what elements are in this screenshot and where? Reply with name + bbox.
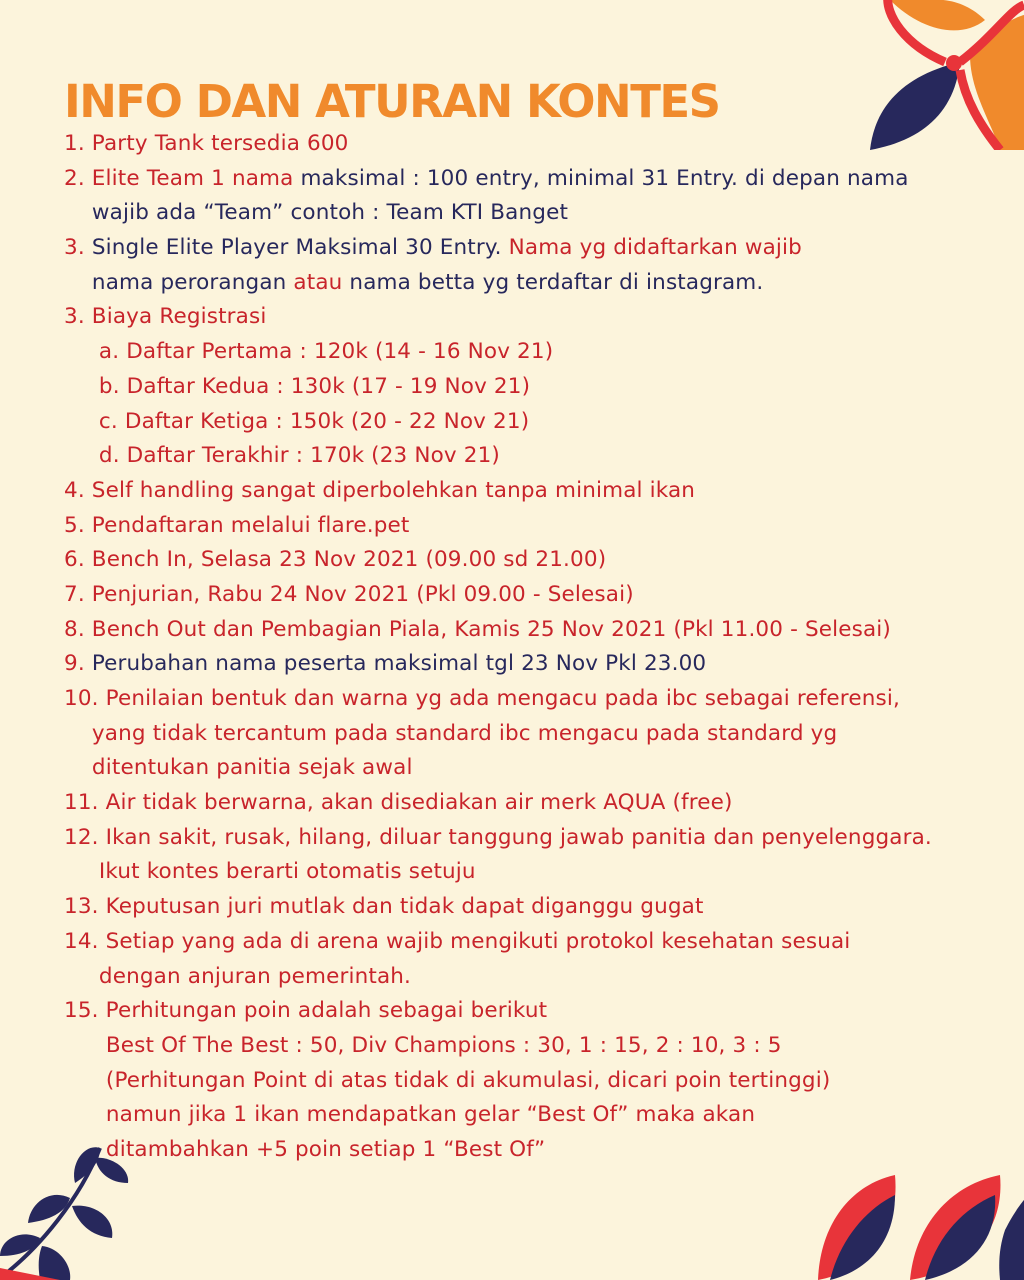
rule-text-segment: 4. Self handling sangat diperbolehkan tanpa minimal ikan	[64, 477, 696, 503]
rule-line	[64, 127, 1019, 162]
rule-text-segment: a. Daftar Pertama : 120k (14 - 16 Nov 21)	[64, 339, 554, 365]
rule-line	[64, 751, 1019, 786]
rule-line	[64, 439, 1019, 474]
rule-text-segment: 3.	[64, 235, 92, 261]
rule-line	[64, 1133, 1019, 1168]
rule-line	[64, 509, 1019, 544]
page-title: INFO DAN ATURAN KONTES	[64, 75, 720, 128]
rule-text-segment: wajib ada “Team” contoh : Team KTI Banget	[64, 200, 569, 226]
rule-line	[64, 994, 1019, 1029]
rule-line	[64, 786, 1019, 821]
rule-line	[64, 890, 1019, 925]
rule-text-segment: Single Elite Player Maksimal 30 Entry.	[91, 235, 509, 261]
flower-center	[946, 55, 962, 71]
rule-line	[64, 162, 1019, 197]
rule-text-segment: 12. Ikan sakit, rusak, hilang, diluar tanggung jawab panitia dan penyelenggara.	[64, 824, 932, 850]
rule-text-segment: 7. Penjurian, Rabu 24 Nov 2021 (Pkl 09.00 - Selesai)	[64, 581, 634, 607]
rule-line	[64, 717, 1019, 752]
rule-line	[64, 266, 1019, 301]
rule-text-segment: d. Daftar Terakhir : 170k (23 Nov 21)	[64, 443, 500, 469]
rules-list	[64, 127, 1019, 1168]
rule-text-segment: b. Daftar Kedua : 130k (17 - 19 Nov 21)	[64, 373, 531, 399]
rule-line	[64, 370, 1019, 405]
leaf-navy-edge	[999, 1200, 1024, 1280]
rule-text-segment: 1. Party Tank tersedia 600	[64, 131, 349, 156]
rule-line	[64, 613, 1019, 648]
rule-text-segment: 11. Air tidak berwarna, akan disediakan air merk AQUA (free)	[64, 790, 733, 816]
rule-text-segment: 13. Keputusan juri mutlak dan tidak dapat diganggu gugat	[64, 894, 704, 920]
rule-text-segment: 2. Elite Team 1 nama	[64, 165, 294, 191]
rule-text-segment: maksimal : 100 entry, minimal 31 Entry. di depan nama	[293, 165, 909, 191]
leaves-decoration	[800, 1170, 1024, 1280]
rule-line	[64, 335, 1019, 370]
rule-line	[64, 474, 1019, 509]
rule-text-segment: c. Daftar Ketiga : 150k (20 - 22 Nov 21)	[64, 408, 530, 434]
rule-text-segment: 3. Biaya Registrasi	[64, 304, 267, 330]
rule-line	[64, 405, 1019, 440]
rule-line	[64, 543, 1019, 578]
rule-text-segment: dengan anjuran pemerintah.	[64, 963, 412, 989]
rule-line	[64, 682, 1019, 717]
rule-text-segment: Ikut kontes berarti otomatis setuju	[64, 859, 476, 885]
rule-line	[64, 960, 1019, 995]
rule-line	[64, 647, 1019, 682]
rule-line	[64, 1029, 1019, 1064]
rule-line	[64, 855, 1019, 890]
petal-orange-top	[890, 0, 985, 30]
rule-line	[64, 300, 1019, 335]
leaf-4	[72, 1206, 112, 1238]
rule-text-segment: Best Of The Best : 50, Div Champions : 30, 1 : 15, 2 : 10, 3 : 5	[64, 1032, 782, 1058]
rule-text-segment: yang tidak tercantum pada standard ibc mengacu pada standard yg	[64, 720, 838, 746]
rule-text-segment: 9.	[64, 651, 92, 677]
rule-text-segment: namun jika 1 ikan mendapatkan gelar “Best Of” maka akan	[64, 1102, 756, 1128]
rule-text-segment: 6. Bench In, Selasa 23 Nov 2021 (09.00 sd 21.00)	[64, 547, 607, 573]
rule-text-segment: ditambahkan +5 poin setiap 1 “Best Of”	[64, 1136, 546, 1162]
leaf-6	[39, 1246, 71, 1280]
rule-text-segment: Nama yg didaftarkan wajib	[508, 235, 802, 261]
rule-text-segment: 14. Setiap yang ada di arena wajib mengikuti protokol kesehatan sesuai	[64, 928, 851, 954]
rule-text-segment: 15. Perhitungan poin adalah sebagai berikut	[64, 998, 548, 1024]
rule-line	[64, 231, 1019, 266]
rule-text-segment: 8. Bench Out dan Pembagian Piala, Kamis 25 Nov 2021 (Pkl 11.00 - Selesai)	[64, 616, 891, 642]
rule-text-segment: 10. Penilaian bentuk dan warna yg ada mengacu pada ibc sebagai referensi,	[64, 686, 900, 711]
rule-text-segment: nama perorangan	[64, 269, 294, 295]
rule-text-segment: nama betta yg terdaftar di instagram.	[342, 269, 764, 295]
rule-text-segment: 5. Pendaftaran melalui flare.pet	[64, 512, 410, 538]
rule-line	[64, 925, 1019, 960]
rule-line	[64, 821, 1019, 856]
rule-line	[64, 196, 1019, 231]
rule-line	[64, 1064, 1019, 1099]
rule-text-segment: (Perhitungan Point di atas tidak di akumulasi, dicari poin tertinggi)	[64, 1067, 831, 1093]
rule-line	[64, 1098, 1019, 1133]
rule-text-segment: ditentukan panitia sejak awal	[64, 755, 413, 781]
rule-text-segment: atau	[293, 269, 343, 295]
rule-text-segment: Perubahan nama peserta maksimal tgl 23 Nov Pkl 23.00	[91, 651, 707, 677]
leaf-5	[0, 1234, 40, 1256]
rule-line	[64, 578, 1019, 613]
